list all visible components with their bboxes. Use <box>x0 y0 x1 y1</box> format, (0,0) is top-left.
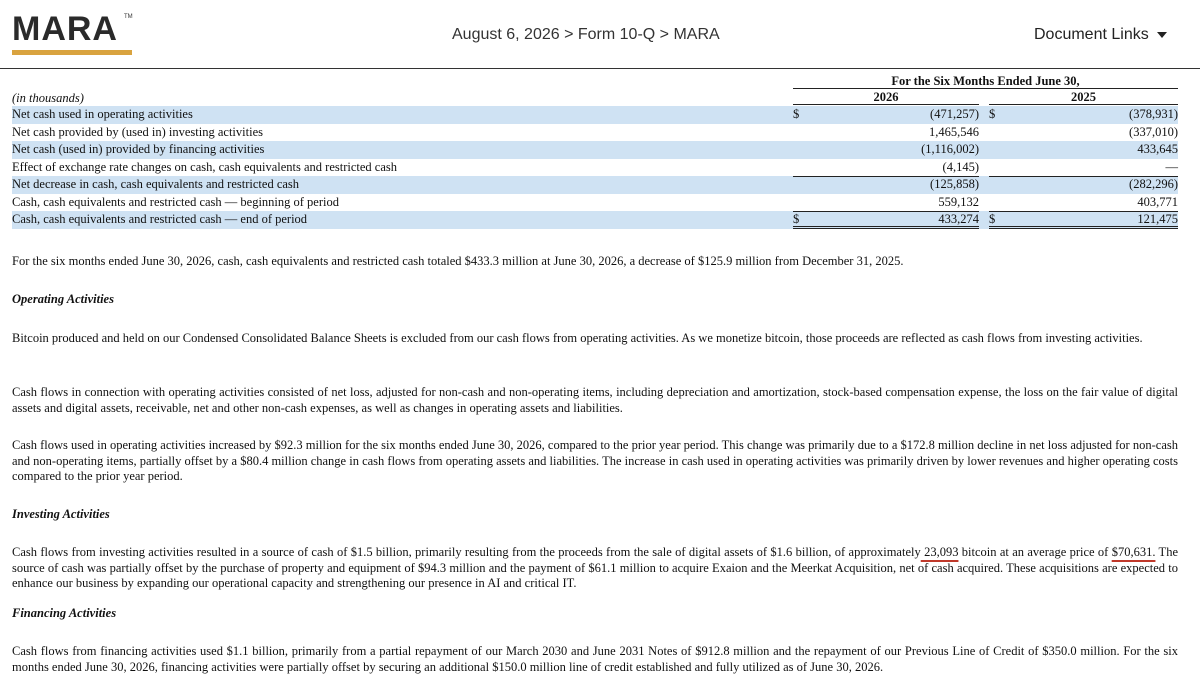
operating-paragraph-3: Cash flows used in operating activities increased by $92.3 million for the six months ended June 30, 2026, compared to the prior year period. This change was primarily due to a $172.8 million decline in net loss adjusted for non-cash and non-operating items, partially offset by a $80.4 million change in cash flows from operating assets and liabilities. The increase in cash used in operating activities was primarily driven by lower revenues and higher operating costs compared to the prior year period. <box>12 438 1178 483</box>
units-label: (in thousands) <box>12 91 84 105</box>
investing-paragraph <box>12 545 1178 592</box>
top-bar <box>0 0 1200 69</box>
logo-trademark: TM <box>124 14 133 20</box>
investing-text-b: bitcoin at an average price of <box>958 545 1112 559</box>
row-label: Net decrease in cash, cash equivalents and restricted cash <box>12 177 300 191</box>
table-row <box>12 211 1178 229</box>
investing-text-a: Cash flows from investing activities resulted in a source of cash of $1.5 billion, primarily resulting from the proceeds from the sale of digital assets of $1.6 billion, of approximately <box>12 545 921 559</box>
value-2026: 559,132 <box>938 194 979 209</box>
operating-paragraph-1: Bitcoin produced and held on our Condensed Consolidated Balance Sheets is excluded from our cash flows from operating activities. As we monetize bitcoin, those proceeds are reflected as cash flows from investing activities. <box>12 331 1143 345</box>
value-2025: 433,645 <box>1137 142 1178 156</box>
value-2025: 403,771 <box>1137 194 1178 209</box>
cash-flow-table <box>12 74 1178 229</box>
table-row <box>12 141 1178 159</box>
table-row <box>12 194 1178 212</box>
value-2026: 433,274 <box>938 212 979 226</box>
value-2026: (125,858) <box>930 177 979 191</box>
table-row <box>12 176 1178 194</box>
value-2026: (4,145) <box>942 159 979 174</box>
value-2025: 121,475 <box>1137 212 1178 226</box>
operating-activities-heading: Operating Activities <box>12 292 114 306</box>
breadcrumb: August 6, 2026 > Form 10-Q > MARA <box>452 26 720 43</box>
financing-activities-heading: Financing Activities <box>12 606 117 620</box>
table-row <box>12 124 1178 142</box>
currency-symbol: $ <box>989 212 996 226</box>
logo-underline-bar <box>12 50 132 55</box>
row-label: Cash, cash equivalents and restricted cash — end of period <box>12 212 308 226</box>
bitcoin-count-highlight: 23,093 <box>920 545 959 559</box>
value-2025: (282,296) <box>1129 177 1178 191</box>
currency-symbol: $ <box>989 107 996 121</box>
period-header: For the Six Months Ended June 30, <box>793 74 1178 89</box>
year-header-2026: 2026 <box>793 90 979 105</box>
logo-wordmark: MARA <box>12 10 118 48</box>
table-year-header-row <box>12 90 1178 106</box>
investing-activities-heading: Investing Activities <box>12 507 110 521</box>
average-price-highlight: $70,631. <box>1111 545 1156 559</box>
summary-paragraph: For the six months ended June 30, 2026, cash, cash equivalents and restricted cash totaled $433.3 million at June 30, 2026, a decrease of $125.9 million from December 31, 2025. <box>12 254 904 268</box>
row-label: Net cash used in operating activities <box>12 107 193 121</box>
currency-symbol: $ <box>793 107 800 121</box>
table-row <box>12 106 1178 124</box>
document-links-dropdown[interactable] <box>1034 26 1167 44</box>
document-links-label: Document Links <box>1034 26 1149 43</box>
year-header-2025: 2025 <box>989 90 1178 105</box>
row-label: Effect of exchange rate changes on cash, cash equivalents and restricted cash <box>12 159 398 174</box>
table-period-header-row <box>12 74 1178 90</box>
row-label: Cash, cash equivalents and restricted cash — beginning of period <box>12 194 339 209</box>
value-2026: 1,465,546 <box>929 124 979 139</box>
row-label: Net cash provided by (used in) investing activities <box>12 124 263 139</box>
value-2025: (378,931) <box>1129 107 1178 121</box>
value-2026: (1,116,002) <box>921 142 979 156</box>
value-2026: (471,257) <box>930 107 979 121</box>
operating-paragraph-2: Cash flows in connection with operating activities consisted of net loss, adjusted for non-cash and non-operating items, including depreciation and amortization, stock-based compensation expense, the loss on the fair value of digital assets and digital assets, receivable, net and other non-cash expenses, as well as changes in operating assets and liabilities. <box>12 385 1178 415</box>
investing-text-c: The source of cash was partially offset by the purchase of property and equipment of $94.3 million and the payment of $61.1 million to acquire Exaion and the Meerkat Acquisition, net of cash acquired. These acquisitions are expected to enhance our business by expanding our operational capacity and strengthening our presence in AI and critical IT. <box>12 545 1178 590</box>
value-2025: — <box>1165 159 1178 174</box>
currency-symbol: $ <box>793 212 800 226</box>
row-label: Net cash (used in) provided by financing activities <box>12 142 265 156</box>
mara-logo[interactable] <box>12 12 132 55</box>
financing-paragraph: Cash flows from financing activities used $1.1 billion, primarily from a partial repayment of our March 2030 and June 2031 Notes of $912.8 million and the repayment of our Previous Line of Credit of $350.0 million. For the six months ended June 30, 2026, financing activities were partially offset by securing an additional $150.0 million line of credit established and fully utilized as of June 30, 2026. <box>12 644 1178 674</box>
chevron-down-icon <box>1157 32 1167 38</box>
table-row <box>12 159 1178 177</box>
value-2025: (337,010) <box>1129 124 1178 139</box>
